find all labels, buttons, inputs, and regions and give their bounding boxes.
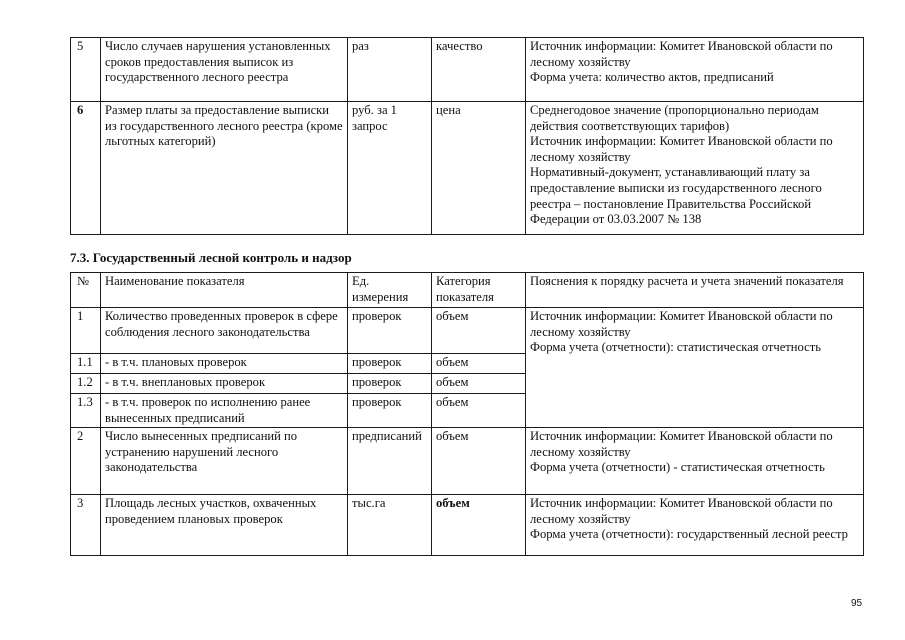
unit-cell: проверок — [348, 394, 432, 428]
notes-cell — [526, 495, 864, 556]
notes-line: Форма учета (отчетности): статистическая отчетность — [530, 340, 821, 355]
notes-line: Форма учета (отчетности): государственный лесной реестр — [530, 527, 848, 542]
header-category: Категория показателя — [432, 273, 526, 308]
indicator-name: Размер платы за предоставление выписки из государственного лесного реестра (кроме льготных категорий) — [101, 102, 348, 235]
row-number: 6 — [71, 102, 101, 235]
notes-line: Источник информации: Комитет Ивановской области по лесному хозяйству — [530, 134, 833, 164]
notes-line: Источник информации: Комитет Ивановской области по лесному хозяйству — [530, 496, 833, 526]
table-row — [71, 495, 864, 556]
notes-line: Нормативный-документ, устанавливающий плату за предоставление выписки из государственного лесного реестра – постановление Правительства Российской Федерации от 03.03.2007 № 138 — [530, 165, 822, 227]
row-number: 1.3 — [71, 394, 101, 428]
notes-line: Форма учета: количество актов, предписаний — [530, 70, 774, 85]
notes-cell — [526, 102, 864, 235]
notes-line: Источник информации: Комитет Ивановской области по лесному хозяйству — [530, 429, 833, 459]
row-number: 1.2 — [71, 374, 101, 394]
category-cell: объем — [432, 495, 526, 556]
page-number: 95 — [851, 598, 863, 609]
control-indicators-table — [70, 272, 864, 556]
category-cell: цена — [432, 102, 526, 235]
unit-cell: проверок — [348, 354, 432, 374]
notes-cell — [526, 308, 864, 428]
row-number: 1 — [71, 308, 101, 354]
notes-line: Источник информации: Комитет Ивановской области по лесному хозяйству — [530, 309, 833, 339]
category-cell: объем — [432, 428, 526, 495]
unit-cell: тыс.га — [348, 495, 432, 556]
unit-cell: проверок — [348, 308, 432, 354]
header-name: Наименование показателя — [101, 273, 348, 308]
notes-line: Форма учета (отчетности) - статистическая отчетность — [530, 460, 825, 475]
indicator-name: Количество проведенных проверок в сфере соблюдения лесного законодательства — [101, 308, 348, 354]
table-row — [71, 308, 864, 354]
unit-cell: проверок — [348, 374, 432, 394]
row-number: 3 — [71, 495, 101, 556]
indicator-name: Число вынесенных предписаний по устранению нарушений лесного законодательства — [101, 428, 348, 495]
category-cell: качество — [432, 38, 526, 102]
notes-cell — [526, 38, 864, 102]
indicator-name: Площадь лесных участков, охваченных проведением плановых проверок — [101, 495, 348, 556]
indicator-name: - в т.ч. плановых проверок — [101, 354, 348, 374]
indicators-table-continued — [70, 37, 864, 235]
header-unit: Ед. измерения — [348, 273, 432, 308]
header-num: № — [71, 273, 101, 308]
table-row — [71, 102, 864, 235]
table-row — [71, 428, 864, 495]
notes-line: Среднегодовое значение (пропорционально периодам действия соответствующих тарифов) — [530, 103, 819, 133]
category-cell: объем — [432, 354, 526, 374]
unit-cell: предписаний — [348, 428, 432, 495]
indicator-name: Число случаев нарушения установленных сроков предоставления выписок из государственного лесного реестра — [101, 38, 348, 102]
table-header-row — [71, 273, 864, 308]
unit-cell: руб. за 1 запрос — [348, 102, 432, 235]
indicator-name: - в т.ч. внеплановых проверок — [101, 374, 348, 394]
section-title: 7.3. Государственный лесной контроль и надзор — [70, 250, 352, 265]
row-number: 2 — [71, 428, 101, 495]
indicator-name: - в т.ч. проверок по исполнению ранее вынесенных предписаний — [101, 394, 348, 428]
category-cell: объем — [432, 374, 526, 394]
category-cell: объем — [432, 308, 526, 354]
notes-cell — [526, 428, 864, 495]
category-cell: объем — [432, 394, 526, 428]
row-number: 5 — [71, 38, 101, 102]
header-notes: Пояснения к порядку расчета и учета значений показателя — [526, 273, 864, 308]
notes-line: Источник информации: Комитет Ивановской области по лесному хозяйству — [530, 39, 833, 69]
row-number: 1.1 — [71, 354, 101, 374]
unit-cell: раз — [348, 38, 432, 102]
table-row — [71, 38, 864, 102]
